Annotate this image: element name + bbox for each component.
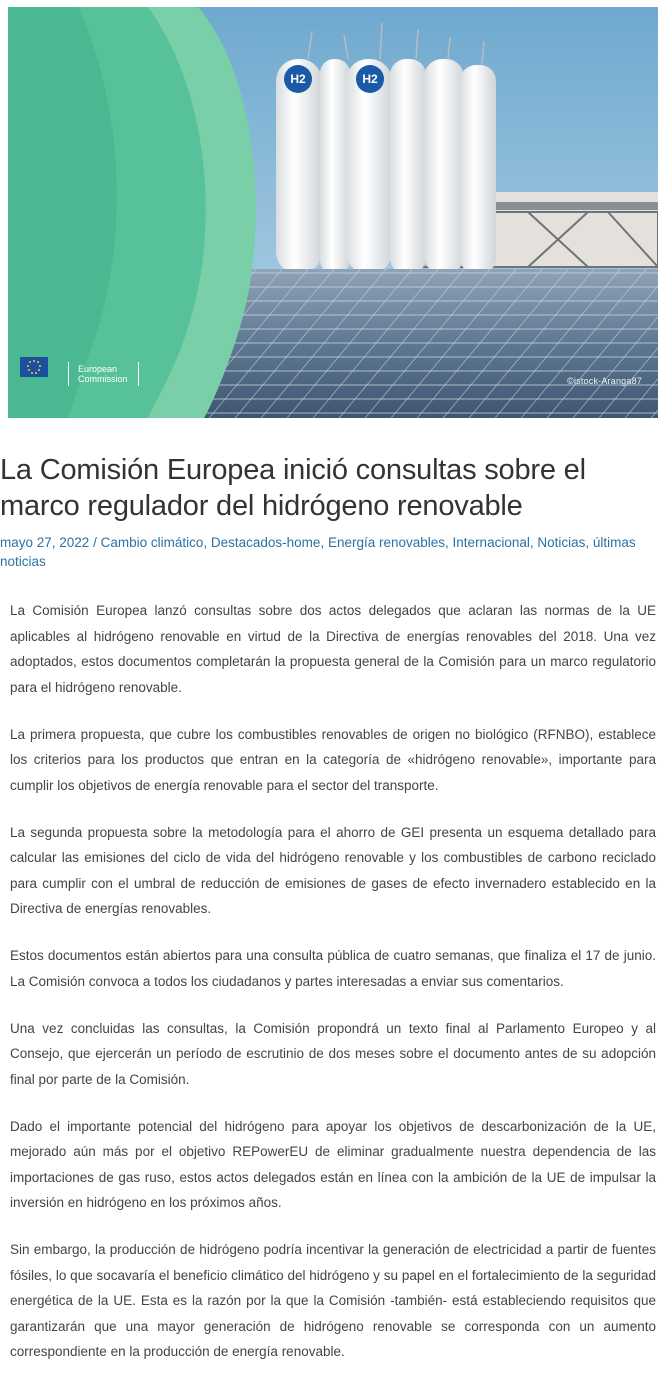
- article-paragraph: La primera propuesta, que cubre los combustibles renovables de origen no biológico (RFNBO), establece los criterios para los productos que entran en la categoría de «hidrógeno renovable», importante para cumplir los objetivos de energía renovable para el sector del transporte.: [10, 726, 656, 793]
- category-link-destacados-home[interactable]: Destacados-home: [210, 535, 321, 550]
- article-title: La Comisión Europea inició consultas sobre el marco regulador del hidrógeno renovable: [0, 454, 586, 522]
- european-commission-logo: [78, 364, 128, 384]
- hydrogen-solar-illustration: [8, 7, 658, 418]
- article-paragraph: Sin embargo, la producción de hidrógeno podría incentivar la generación de electricidad a partir de fuentes fósiles, lo que socavaría el beneficio climático del hidrógeno y su papel en el fortalecimiento de la seguridad energética de la UE. Esta es la razón por la que la Comisión -también- está estableciendo requisitos que garantizarán que una mayor generación de hidrógeno renovable se corresponda con un aumento correspondiente en la producción de energía renovable.: [10, 1242, 656, 1359]
- tank-label-2: H2: [362, 72, 378, 86]
- article-paragraph: Una vez concluidas las consultas, la Comisión propondrá un texto final al Parlamento Europeo y al Consejo, que ejercerán un período de escrutinio de dos meses sobre el documento antes de su adopción final por parte de la Comisión.: [10, 1020, 656, 1087]
- category-link-cambio-climatico[interactable]: Cambio climático: [100, 535, 204, 550]
- logo-divider-right: [138, 362, 139, 386]
- article-paragraph: Dado el importante potencial del hidrógeno para apoyar los objetivos de descarbonización de la UE, mejorado aún más por el objetivo REPowerEU de eliminar gradualmente nuestra dependencia de las importaciones de gas ruso, estos actos delegados están en línea con la ambición de la UE de impulsar la inversión en hidrógeno en los próximos años.: [10, 1118, 656, 1210]
- article-meta: mayo 27, 2022 / Cambio climático, Destacados-home, Energía renovables, Internacional, Noticias, últimas noticias: [0, 535, 636, 569]
- article-body: [10, 598, 656, 1386]
- article-paragraph: La Comisión Europea lanzó consultas sobre dos actos delegados que aclaran las normas de la UE aplicables al hidrógeno renovable en virtud de la Directiva de energías renovables del 2018. Una vez adoptados, estos documentos completarán la propuesta general de la Comisión para un marco regulatorio para el hidrógeno renovable.: [10, 603, 656, 695]
- category-link-ultimas-noticias[interactable]: últimas noticias: [0, 535, 636, 569]
- logo-text-line2: Commission: [78, 374, 128, 384]
- article-paragraph: La segunda propuesta sobre la metodología para el ahorro de GEI presenta un esquema detallado para calcular las emisiones del ciclo de vida del hidrógeno renovable y los combustibles de carbono reciclado para cumplir con el umbral de reducción de emisiones de gases de efecto invernadero establecido en la Directiva de energías renovables.: [10, 824, 656, 916]
- logo-divider: [68, 362, 69, 386]
- post-date-link[interactable]: mayo 27, 2022: [0, 535, 90, 550]
- article-paragraph: Estos documentos están abiertos para una consulta pública de cuatro semanas, que finaliza el 17 de junio. La Comisión convoca a todos los ciudadanos y partes interesadas a enviar sus comentarios.: [10, 948, 656, 989]
- hero-image: [8, 7, 658, 418]
- category-link-noticias[interactable]: Noticias: [537, 535, 586, 550]
- logo-text-line1: European: [78, 364, 118, 374]
- image-credit: ©istock-Aranga87: [567, 376, 642, 386]
- category-link-internacional[interactable]: Internacional: [452, 535, 530, 550]
- tank-label-1: H2: [290, 72, 306, 86]
- category-link-energia-renovables[interactable]: Energía renovables: [327, 535, 446, 550]
- meta-separator: /: [89, 535, 101, 550]
- eu-flag-icon: [20, 357, 48, 377]
